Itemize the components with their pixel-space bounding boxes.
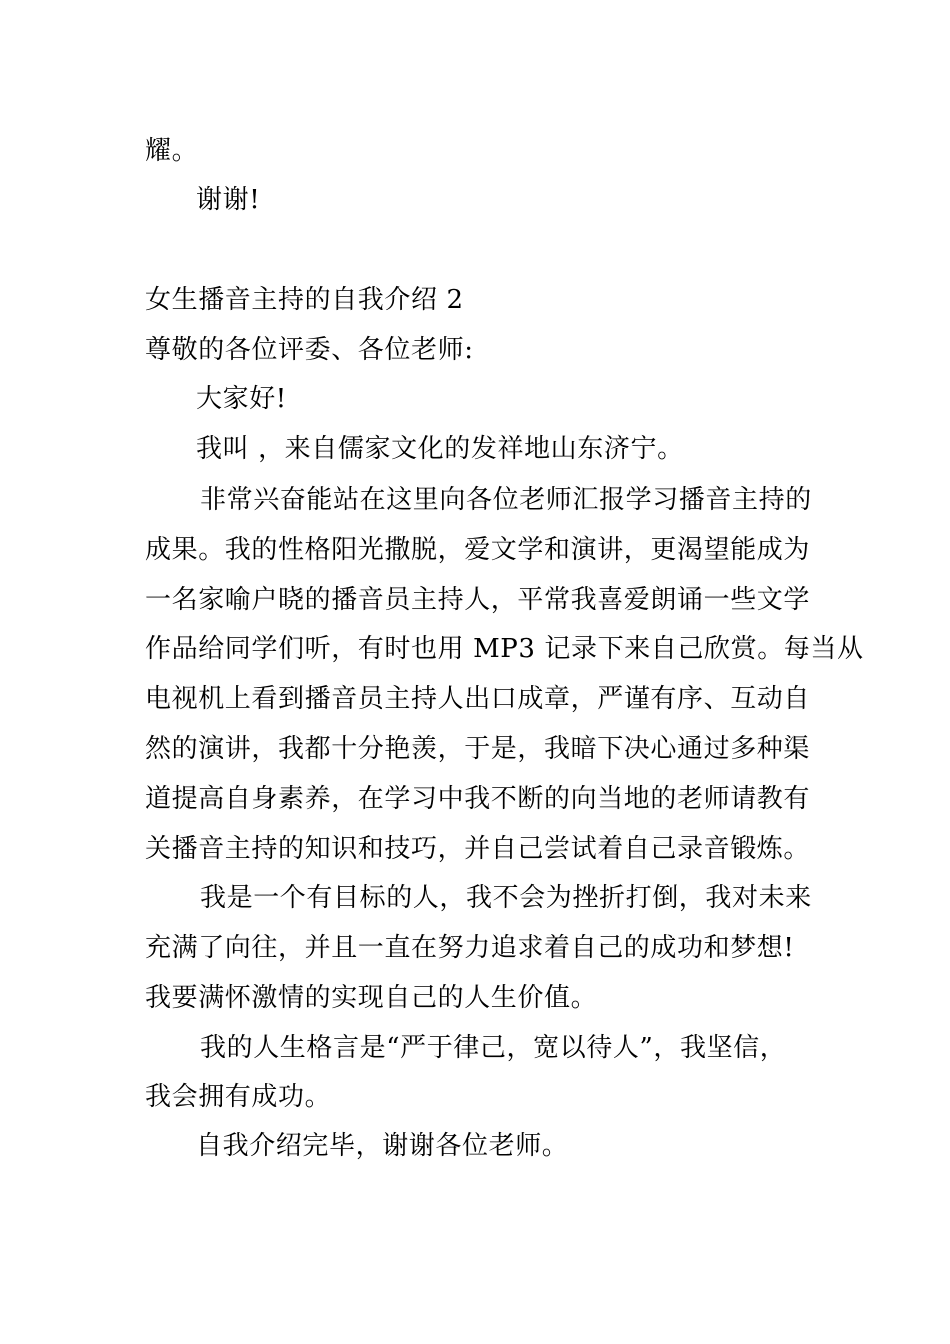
paragraph-line: 充满了向往，并且一直在努力追求着自己的成功和梦想!	[145, 933, 795, 963]
salutation: 尊敬的各位评委、各位老师:	[145, 335, 474, 365]
section-title: 女生播音主持的自我介绍 2	[145, 285, 464, 315]
paragraph-line: 我是一个有目标的人，我不会为挫折打倒，我对未来	[200, 883, 812, 913]
paragraph-line: 道提高自身素养，在学习中我不断的向当地的老师请教有	[145, 784, 811, 814]
greeting: 大家好!	[196, 384, 287, 414]
paragraph-line: 一名家喻户晓的播音员主持人，平常我喜爱朗诵一些文学	[145, 585, 811, 615]
paragraph-line: 电视机上看到播音员主持人出口成章，严谨有序、互动自	[145, 684, 811, 714]
previous-thanks: 谢谢!	[196, 185, 261, 215]
paragraph-line: 非常兴奋能站在这里向各位老师汇报学习播音主持的	[200, 485, 812, 515]
paragraph-line: 我要满怀激情的实现自己的人生价值。	[145, 983, 598, 1013]
intro-line: 我叫 ，来自儒家文化的发祥地山东济宁。	[196, 434, 684, 464]
paragraph-line: 关播音主持的知识和技巧，并自己尝试着自己录音锻炼。	[145, 834, 811, 864]
paragraph-line: 成果。我的性格阳光撒脱，爱文学和演讲，更渴望能成为	[145, 535, 811, 565]
paragraph-line: 作品给同学们听，有时也用 MP3 记录下来自己欣赏。每当从	[145, 634, 864, 664]
paragraph-line: 我会拥有成功。	[145, 1082, 332, 1112]
previous-text-tail: 耀。	[145, 136, 199, 166]
paragraph-line: 我的人生格言是“严于律己，宽以待人”，我坚信，	[200, 1033, 787, 1063]
closing-line: 自我介绍完毕，谢谢各位老师。	[196, 1131, 569, 1161]
paragraph-line: 然的演讲，我都十分艳羡，于是，我暗下决心通过多种渠	[145, 734, 811, 764]
